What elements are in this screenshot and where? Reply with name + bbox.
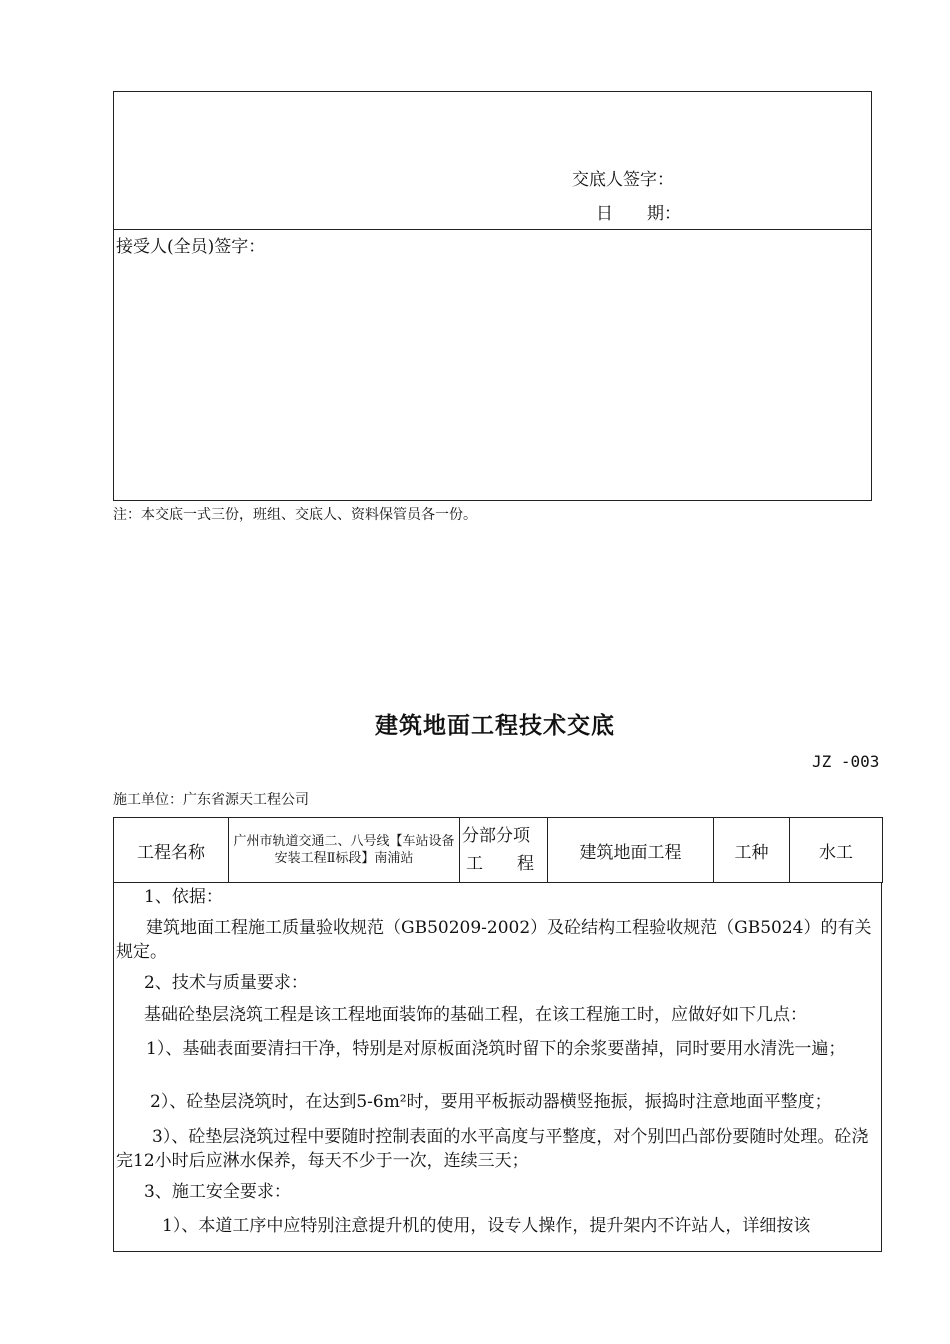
receiver-label: 接受人(全员)签字： xyxy=(116,237,266,257)
header-table xyxy=(113,817,883,883)
content-box xyxy=(113,882,882,1252)
subproject-value: 建筑地面工程 xyxy=(548,818,714,883)
receiver-signature-box xyxy=(113,229,872,501)
document-code: JZ -003 xyxy=(812,752,880,771)
section-2-item-1: 1）、基础表面要清扫干净，特别是对原板面浇筑时留下的余浆要凿掉，同时要用水清洗一遍； xyxy=(146,1039,846,1059)
section-2-intro: 基础砼垫层浇筑工程是该工程地面装饰的基础工程，在该工程施工时，应做好如下几点： xyxy=(144,1005,807,1025)
subproject-label xyxy=(460,818,548,883)
trade-label: 工种 xyxy=(714,818,790,883)
section-2-item-2: 2）、砼垫层浇筑时，在达到5-6m²时，要用平板振动器横竖拖振，振捣时注意地面平整度； xyxy=(150,1092,832,1112)
section-1-heading: 1、依据： xyxy=(144,887,223,907)
date-label: 日 期： xyxy=(596,204,681,224)
page-title: 建筑地面工程技术交底 xyxy=(375,712,615,739)
section-1-text: 建筑地面工程施工质量验收规范（GB50209-2002）及砼结构工程验收规范（GB5024）的有关规定。 xyxy=(116,918,872,962)
subproject-label-line2: 工 程 xyxy=(466,854,534,874)
section-3-item-1: 1）、本道工序中应特别注意提升机的使用，设专人操作，提升架内不许站人，详细按该 xyxy=(162,1216,811,1236)
trade-value: 水工 xyxy=(790,818,883,883)
project-name-label: 工程名称 xyxy=(114,818,229,883)
section-2-item-3: 3）、砼垫层浇筑过程中要随时控制表面的水平高度与平整度，对个别凹凸部份要随时处理。砼浇完12小时后应淋水保养，每天不少于一次，连续三天； xyxy=(116,1127,869,1171)
copies-note: 注：本交底一式三份，班组、交底人、资料保管员各一份。 xyxy=(113,507,477,523)
project-name-text: 广州市轨道交通二、八号线【车站设备安装工程Ⅱ标段】南浦站 xyxy=(233,834,455,866)
subproject-label-line1: 分部分项 xyxy=(462,826,530,846)
section-3-heading: 3、施工安全要求： xyxy=(144,1182,291,1202)
signature-box xyxy=(113,91,872,230)
construction-unit: 施工单位：广东省源天工程公司 xyxy=(113,792,309,808)
project-name-value xyxy=(229,818,460,883)
section-2-heading: 2、技术与质量要求： xyxy=(144,973,308,993)
signer-label: 交底人签字： xyxy=(572,170,674,190)
